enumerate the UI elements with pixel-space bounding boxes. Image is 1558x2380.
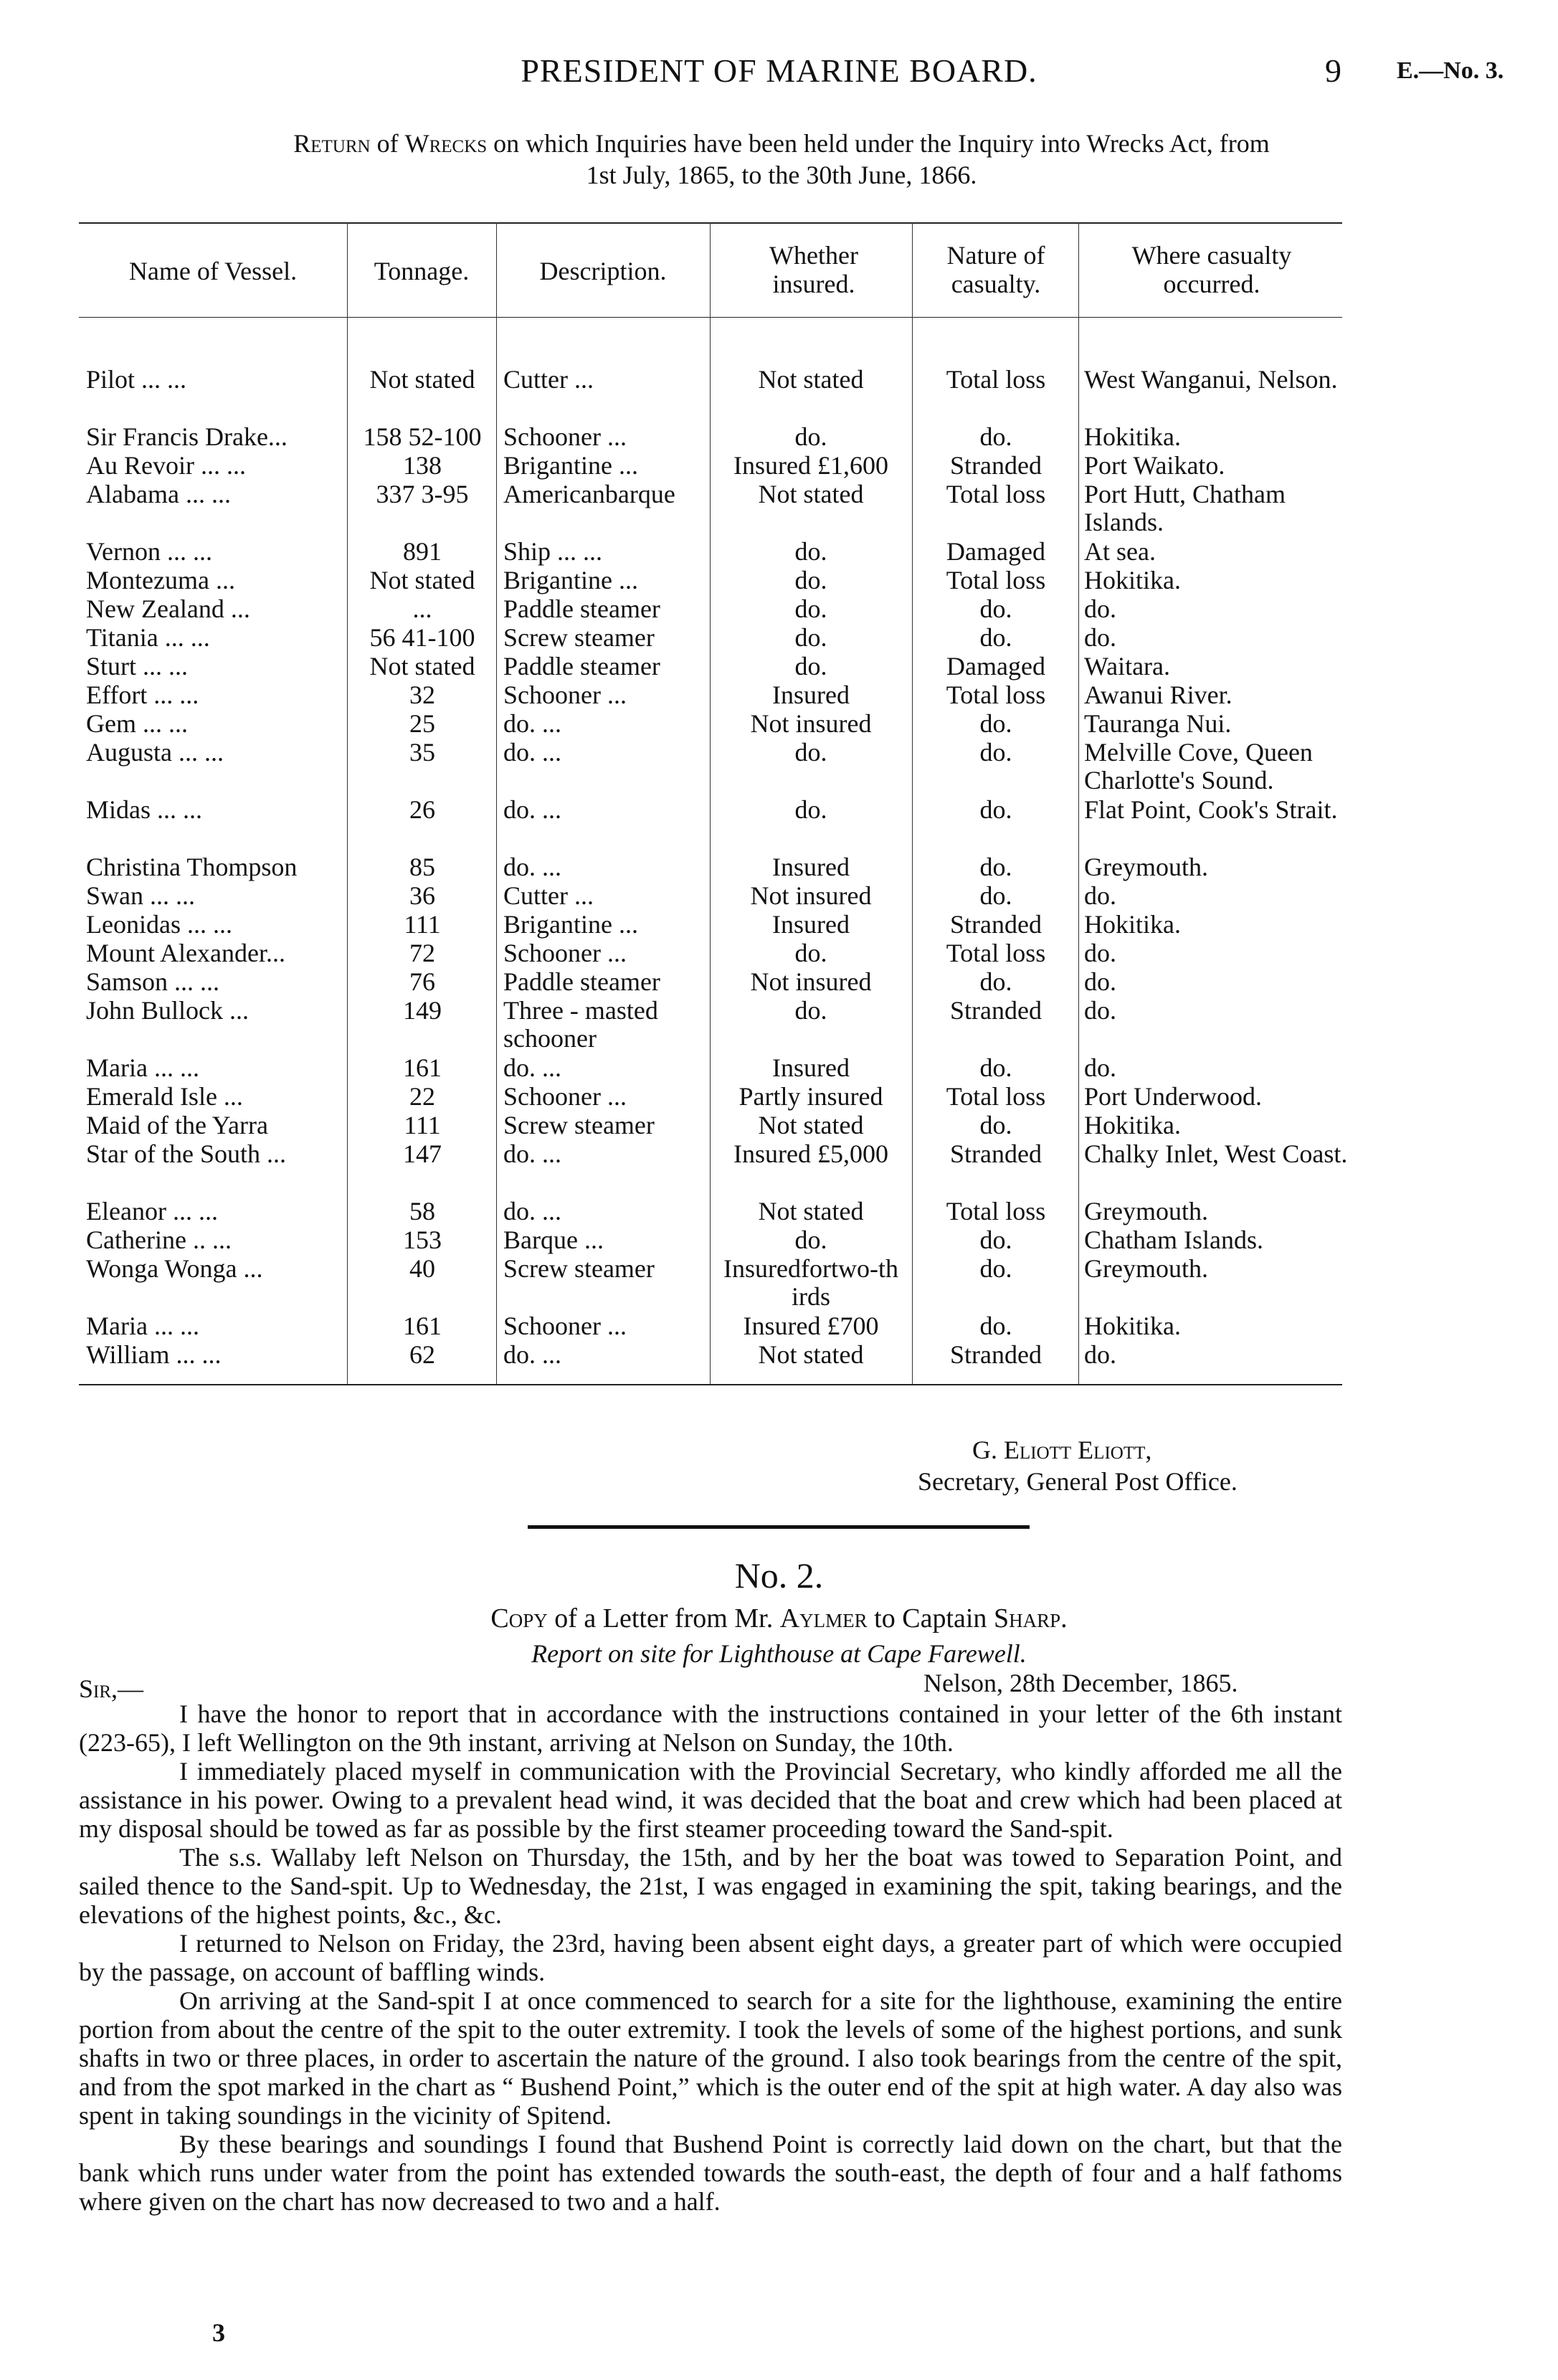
to-text: to Captain [874,1603,987,1634]
letter-body [79,1699,1342,2216]
description: do. ... [503,1340,561,1369]
vessel-name: Catherine .. ... [86,1225,232,1254]
tonnage: Not stated [369,365,475,394]
description: Paddle steamer [503,594,660,623]
insured: do. [794,652,827,681]
column-header-name: Name of Vessel. [128,257,298,285]
nature-of-casualty: Total loss [946,681,1046,709]
tonnage: 337 3-95 [376,480,469,508]
casualty-location: Flat Point, Cook's Strait. [1084,795,1338,824]
insured: do. [794,738,827,767]
column-header-tonnage: Tonnage. [374,257,470,285]
table-header-rule [79,317,1342,318]
nature-of-casualty: Stranded [950,910,1042,939]
section-divider [528,1525,1030,1529]
vessel-name: Sir Francis Drake... [86,422,288,451]
nature-of-casualty: do. [979,795,1012,824]
tonnage: 138 [403,451,442,480]
nature-of-casualty: do. [979,623,1012,652]
description: Barque ... [503,1225,604,1254]
tonnage: 158 52-100 [363,422,482,451]
description: Schooner ... [503,681,627,709]
description: Paddle steamer [503,652,660,681]
insured: Insured [772,681,850,709]
nature-of-casualty: do. [979,1053,1012,1082]
insured: Not insured [750,967,872,996]
description: Brigantine ... [503,451,638,480]
nature-of-casualty: do. [979,1225,1012,1254]
vessel-name: Swan ... ... [86,881,195,910]
nature-of-casualty: do. [979,594,1012,623]
casualty-location: do. [1084,881,1116,910]
section-number: No. 2. [734,1555,824,1596]
insured: Partly insured [738,1082,883,1111]
tonnage: 147 [403,1139,442,1168]
vessel-name: Leonidas ... ... [86,910,232,939]
insured: Not stated [758,1340,864,1369]
column-header-insured: Whether insured. [769,241,858,298]
casualty-location: do. [1084,1053,1116,1082]
description: Brigantine ... [503,566,638,594]
to-name: Sharp. [993,1603,1068,1634]
description: do. ... [503,1139,561,1168]
vessel-name: Sturt ... ... [86,652,189,681]
tonnage: ... [412,594,432,623]
description: Schooner ... [503,1312,627,1340]
tonnage: 161 [403,1053,442,1082]
casualty-location: Greymouth. [1084,853,1208,881]
nature-of-casualty: do. [979,709,1012,738]
nature-of-casualty: Total loss [946,365,1046,394]
letter-paragraph: I returned to Nelson on Friday, the 23rd, having been absent eight days, a greater part of which were occupied by the passage, on account of baffling winds. [79,1929,1342,1986]
vessel-name: Emerald Isle ... [86,1082,243,1111]
casualty-location: Port Underwood. [1084,1082,1262,1111]
printer-signature-mark: 3 [212,2318,225,2347]
nature-of-casualty: do. [979,853,1012,881]
description: do. ... [503,853,561,881]
casualty-location: Hokitika. [1084,566,1181,594]
signatory-name: G. Eliott Eliott, [972,1436,1152,1464]
return-title [79,128,1484,191]
nature-of-casualty: Total loss [946,1197,1046,1225]
from-name: Aylmer [779,1603,868,1634]
nature-of-casualty: Total loss [946,939,1046,967]
nature-of-casualty: Stranded [950,1340,1042,1369]
letter-heading [0,1603,1558,1634]
casualty-location: do. [1084,967,1116,996]
column-header-description: Description. [539,257,667,285]
casualty-location: Melville Cove, Queen Charlotte's Sound. [1084,738,1313,795]
tonnage: Not stated [369,652,475,681]
insured: Not stated [758,1197,864,1225]
vessel-name: Christina Thompson [86,853,298,881]
description: Screw steamer [503,623,655,652]
description: do. ... [503,738,561,767]
tonnage: 153 [403,1225,442,1254]
insured: Insured £1,600 [733,451,888,480]
vessel-name: Vernon ... ... [86,537,212,566]
vessel-name: Midas ... ... [86,795,202,824]
vessel-name: Wonga Wonga ... [86,1254,263,1283]
letter-paragraph: By these bearings and soundings I found that Bushend Point is correctly laid down on the chart, but that the bank which runs under water from the point has extended towards the south-east, the depth of four and a half fathoms where given on the chart has now decreased to two and a half. [79,2130,1342,2216]
letter-subtitle: Report on site for Lighthouse at Cape Farewell. [531,1639,1027,1668]
vessel-name: Maria ... ... [86,1053,199,1082]
nature-of-casualty: do. [979,967,1012,996]
return-word: Return [293,129,371,158]
vessel-name: John Bullock ... [86,996,250,1025]
nature-of-casualty: Stranded [950,451,1042,480]
vessel-name: Titania ... ... [86,623,210,652]
casualty-location: Tauranga Nui. [1084,709,1232,738]
casualty-location: Hokitika. [1084,1111,1181,1139]
tonnage: 72 [409,939,435,967]
letter-paragraph: I immediately placed myself in communication with the Provincial Secretary, who kindly afforded me all the assistance in his power. Owing to a prevalent head wind, it was decided that the boat and crew which had been placed at my disposal should be towed as far as possible by the first steamer proceeding toward the Sand-spit. [79,1757,1342,1843]
nature-of-casualty: do. [979,1312,1012,1340]
nature-of-casualty: Stranded [950,1139,1042,1168]
wrecks-word: Wrecks [404,129,488,158]
vessel-name: Gem ... ... [86,709,188,738]
casualty-location: Chalky Inlet, West Coast. [1084,1139,1348,1168]
casualty-location: Port Hutt, Chatham Islands. [1084,480,1286,536]
description: Screw steamer [503,1254,655,1283]
insured: Not stated [758,365,864,394]
casualty-location: Chatham Islands. [1084,1225,1263,1254]
page-header-title: PRESIDENT OF MARINE BOARD. [521,52,1037,89]
description: Schooner ... [503,422,627,451]
insured: Insured £700 [743,1312,879,1340]
tonnage: 111 [404,1111,441,1139]
tonnage: 22 [409,1082,435,1111]
casualty-location: do. [1084,594,1116,623]
vessel-name: Maria ... ... [86,1312,199,1340]
insured: Insured £5,000 [733,1139,888,1168]
nature-of-casualty: do. [979,1254,1012,1283]
copy-word: Copy [490,1603,548,1634]
casualty-location: do. [1084,939,1116,967]
description: do. ... [503,1197,561,1225]
description: Cutter ... [503,365,594,394]
page-number: 9 [1325,52,1341,89]
tonnage: 111 [404,910,441,939]
insured: do. [794,996,827,1025]
return-of: of [376,129,399,158]
tonnage: 149 [403,996,442,1025]
casualty-location: Awanui River. [1084,681,1232,709]
table-top-rule [79,222,1342,224]
tonnage: 35 [409,738,435,767]
insured: do. [794,422,827,451]
vessel-name: New Zealand ... [86,594,250,623]
copy-mid: of a Letter from Mr. [554,1603,774,1634]
description: Brigantine ... [503,910,638,939]
letter-paragraph: On arriving at the Sand-spit I at once commenced to search for a site for the lighthouse, examining the entire portion from about the centre of the spit to the outer extremity. I took the levels of some of the highest portions, and sunk shafts in two or three places, in order to ascertain the nature of the ground. I also took bearings from the centre of the spit, and from the spot marked in the chart as “ Bushend Point,” which is the outer end of the spit at high water. A day also was spent in taking soundings in the vicinity of Spitend. [79,1986,1342,2130]
casualty-location: Port Waikato. [1084,451,1225,480]
nature-of-casualty: do. [979,738,1012,767]
insured: Not insured [750,881,872,910]
insured: do. [794,537,827,566]
description: Paddle steamer [503,967,660,996]
description: Americanbarque [503,480,675,508]
column-divider [496,222,497,1384]
vessel-name: Eleanor ... ... [86,1197,218,1225]
insured: do. [794,594,827,623]
casualty-location: Waitara. [1084,652,1171,681]
vessel-name: William ... ... [86,1340,222,1369]
tonnage: 76 [409,967,435,996]
document-code: E.—No. 3. [1397,57,1504,84]
description: Ship ... ... [503,537,603,566]
description: Three - masted schooner [503,996,658,1053]
insured: Not stated [758,1111,864,1139]
signatory-title: Secretary, General Post Office. [918,1467,1238,1496]
column-divider [1078,222,1079,1384]
vessel-name: Star of the South ... [86,1139,286,1168]
tonnage: 62 [409,1340,435,1369]
nature-of-casualty: Stranded [950,996,1042,1025]
insured: Insured [772,1053,850,1082]
insured: Insured [772,910,850,939]
description: do. ... [503,795,561,824]
salutation: Sir,— [79,1674,144,1703]
tonnage: 26 [409,795,435,824]
description: Schooner ... [503,939,627,967]
casualty-location: do. [1084,623,1116,652]
casualty-location: Hokitika. [1084,422,1181,451]
nature-of-casualty: Total loss [946,566,1046,594]
casualty-location: do. [1084,996,1116,1025]
nature-of-casualty: Total loss [946,1082,1046,1111]
column-divider [710,222,711,1384]
tonnage: 58 [409,1197,435,1225]
vessel-name: Mount Alexander... [86,939,285,967]
nature-of-casualty: Damaged [946,537,1045,566]
nature-of-casualty: do. [979,422,1012,451]
tonnage: 40 [409,1254,435,1283]
description: do. ... [503,709,561,738]
insured: do. [794,939,827,967]
nature-of-casualty: Damaged [946,652,1045,681]
description: Cutter ... [503,881,594,910]
nature-of-casualty: do. [979,1111,1012,1139]
vessel-name: Alabama ... ... [86,480,231,508]
tonnage: 891 [403,537,442,566]
casualty-location: do. [1084,1340,1116,1369]
casualty-location: West Wanganui, Nelson. [1084,365,1338,394]
vessel-name: Augusta ... ... [86,738,224,767]
nature-of-casualty: do. [979,881,1012,910]
insured: Not insured [750,709,872,738]
casualty-location: Greymouth. [1084,1254,1208,1283]
tonnage: 161 [403,1312,442,1340]
letter-paragraph: I have the honor to report that in accordance with the instructions contained in your letter of the 6th instant (223-65), I left Wellington on the 9th instant, arriving at Nelson on Sunday, the 10th. [79,1699,1342,1757]
nature-of-casualty: Total loss [946,480,1046,508]
insured: do. [794,623,827,652]
vessel-name: Effort ... ... [86,681,199,709]
tonnage: Not stated [369,566,475,594]
casualty-location: Hokitika. [1084,1312,1181,1340]
vessel-name: Maid of the Yarra [86,1111,268,1139]
vessel-name: Au Revoir ... ... [86,451,246,480]
insured: do. [794,795,827,824]
column-header-where: Where casualty occurred. [1131,241,1292,298]
vessel-name: Montezuma ... [86,566,235,594]
column-header-nature: Nature of casualty. [946,241,1045,298]
tonnage: 32 [409,681,435,709]
vessel-name: Samson ... ... [86,967,220,996]
insured: do. [794,566,827,594]
column-divider [347,222,348,1384]
column-divider [912,222,913,1384]
table-bottom-rule [79,1384,1342,1385]
vessel-name: Pilot ... ... [86,365,187,394]
tonnage: 85 [409,853,435,881]
tonnage: 36 [409,881,435,910]
casualty-location: At sea. [1084,537,1156,566]
insured: Not stated [758,480,864,508]
casualty-location: Greymouth. [1084,1197,1208,1225]
signature-block [918,1434,1238,1497]
insured: Insured [772,853,850,881]
return-title-rest: on which Inquiries have been held under the Inquiry into Wrecks Act, from [493,129,1270,158]
description: Screw steamer [503,1111,655,1139]
insured: Insuredfortwo-thirds [723,1254,898,1311]
tonnage: 56 41-100 [369,623,475,652]
description: Schooner ... [503,1082,627,1111]
letter-paragraph: The s.s. Wallaby left Nelson on Thursday, the 15th, and by her the boat was towed to Separation Point, and sailed thence to the Sand-spit. Up to Wednesday, the 21st, I was engaged in examining the spit, taking bearings, and the elevations of the highest points, &c., &c. [79,1843,1342,1929]
description: do. ... [503,1053,561,1082]
return-title-dates: 1st July, 1865, to the 30th June, 1866. [586,161,977,189]
tonnage: 25 [409,709,435,738]
casualty-location: Hokitika. [1084,910,1181,939]
place-date: Nelson, 28th December, 1865. [923,1669,1238,1697]
insured: do. [794,1225,827,1254]
